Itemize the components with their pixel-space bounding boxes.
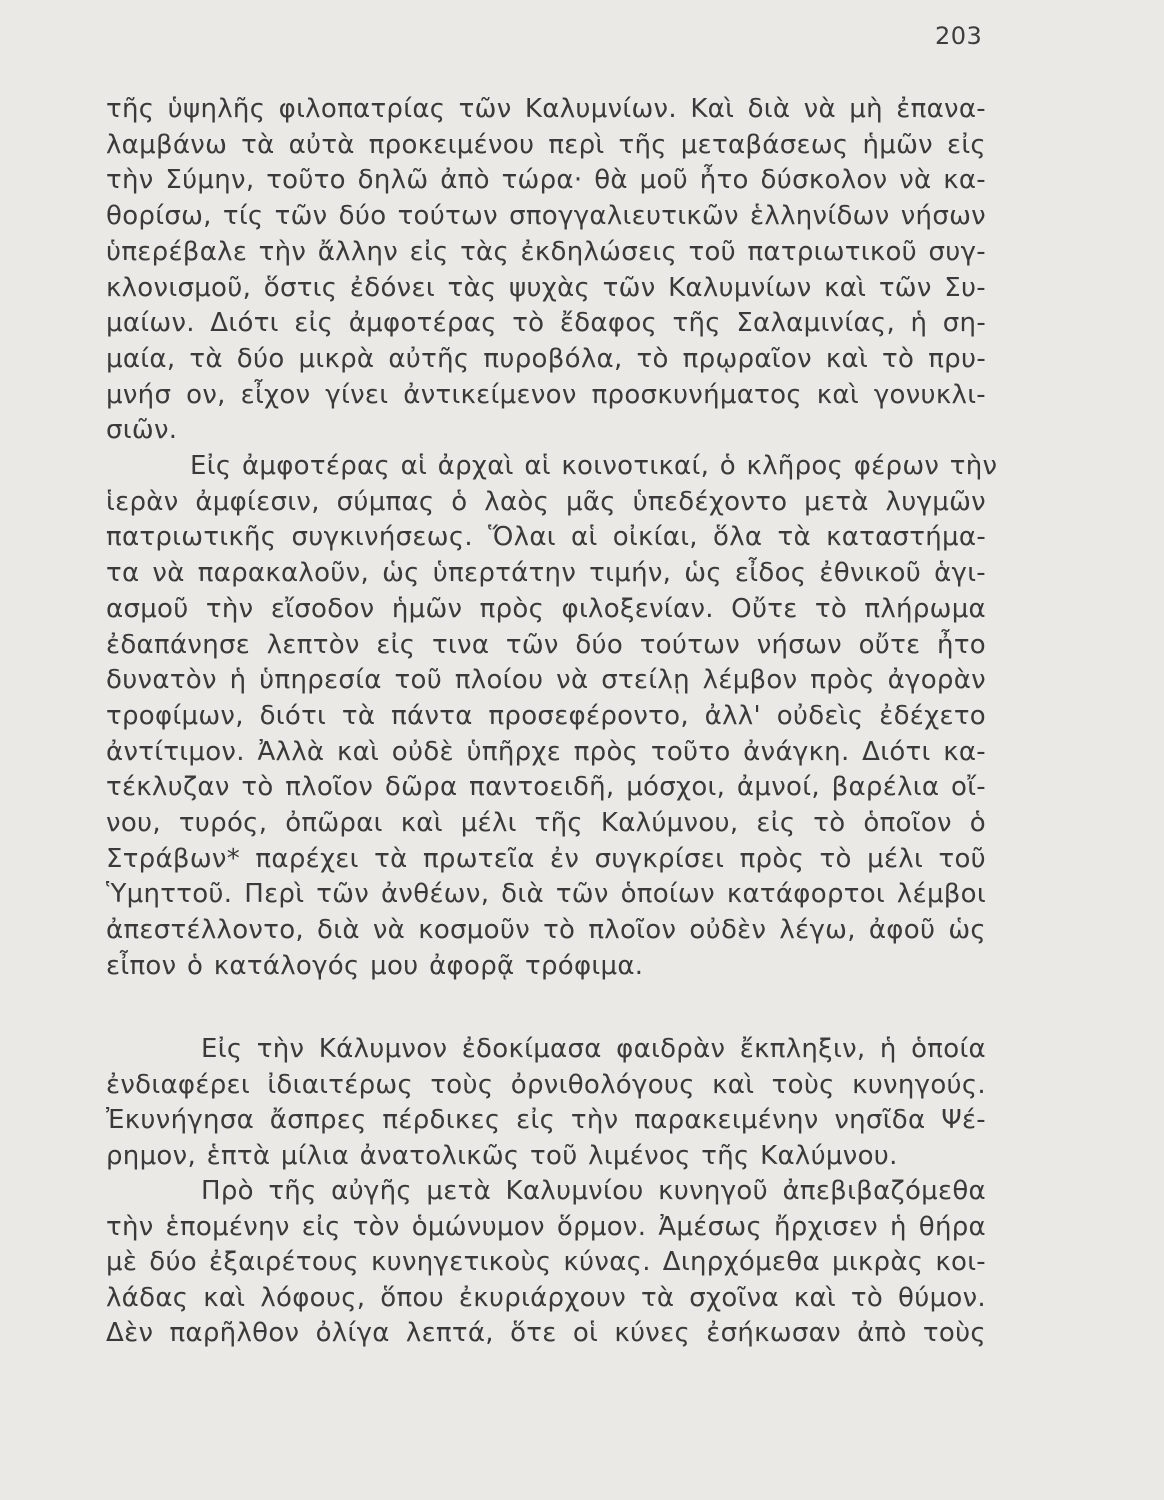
text-line: εἶπον ὁ κατάλογός μου ἀφορᾷ τρόφιμα. (106, 950, 644, 981)
text-line: ἀντίτιμον. Ἀλλὰ καὶ οὐδὲ ὑπῆρχε πρὸς τοῦτο ἀνάγκη. Διότι κα- (106, 736, 986, 767)
text-line: ὑπερέβαλε τὴν ἄλλην εἰς τὰς ἐκδηλώσεις τοῦ πατριωτικοῦ συγ- (106, 236, 986, 267)
text-line: πατριωτικῆς συγκινήσεως. Ὅλαι αἱ οἰκίαι, ὅλα τὰ καταστήμα- (106, 522, 986, 553)
text-line: τὴν ἑπομένην εἰς τὸν ὁμώνυμον ὅρμον. Ἀμέσως ἤρχισεν ἡ θήρα (106, 1211, 986, 1242)
text-line: μαίων. Διότι εἰς ἀμφοτέρας τὸ ἔδαφος τῆς Σαλαμινίας, ἡ ση- (106, 308, 986, 339)
text-line: τὴν Σύμην, τοῦτο δηλῶ ἀπὸ τώρα· θὰ μοῦ ἦτο δύσκολον νὰ κα- (106, 165, 986, 196)
text-line: θορίσω, τίς τῶν δύο τούτων σπογγαλιευτικῶν ἑλληνίδων νήσων (106, 201, 986, 232)
text-line: Πρὸ τῆς αὐγῆς μετὰ Καλυμνίου κυνηγοῦ ἀπεβιβαζόμεθα (201, 1176, 986, 1206)
text-line: ἱερὰν ἀμφίεσιν, σύμπας ὁ λαὸς μᾶς ὑπεδέχοντο μετὰ λυγμῶν (106, 486, 986, 517)
text-line: Δὲν παρῆλθον ὀλίγα λεπτά, ὅτε οἱ κύνες ἐσήκωσαν ἀπὸ τοὺς (106, 1318, 986, 1348)
text-line: ασμοῦ τὴν εἴσοδον ἡμῶν πρὸς φιλοξενίαν. Οὔτε τὸ πλήρωμα (106, 593, 986, 624)
text-line: ρημον, ἑπτὰ μίλια ἀνατολικῶς τοῦ λιμένος τῆς Καλύμνου. (106, 1140, 898, 1171)
text-line: τῆς ὑψηλῆς φιλοπατρίας τῶν Καλυμνίων. Καὶ διὰ νὰ μὴ ἐπανα- (106, 94, 986, 124)
text-line: τροφίμων, διότι τὰ πάντα προσεφέροντο, ἀλλ' οὐδεὶς ἐδέχετο (106, 700, 986, 731)
text-line: νου, τυρός, ὀπῶραι καὶ μέλι τῆς Καλύμνου, εἰς τὸ ὁποῖον ὁ (106, 808, 986, 839)
text-line: Εἰς ἀμφοτέρας αἱ ἀρχαὶ αἱ κοινοτικαί, ὁ κλῆρος φέρων τὴν (190, 451, 998, 482)
text-line: σιῶν. (106, 415, 178, 446)
text-line: Στράβων* παρέχει τὰ πρωτεῖα ἐν συγκρίσει πρὸς τὸ μέλι τοῦ (106, 843, 986, 874)
text-line: τέκλυζαν τὸ πλοῖον δῶρα παντοειδῆ, μόσχοι, ἀμνοί, βαρέλια οἴ- (106, 772, 986, 803)
text-block-hunting (106, 1032, 986, 1352)
text-line: ἀπεστέλλοντο, διὰ νὰ κοσμοῦν τὸ πλοῖον οὐδὲν λέγω, ἀφοῦ ὡς (106, 915, 986, 946)
text-line: Ὑμηττοῦ. Περὶ τῶν ἀνθέων, διὰ τῶν ὁποίων κατάφορτοι λέμβοι (106, 879, 986, 910)
text-line: δυνατὸν ἡ ὑπηρεσία τοῦ πλοίου νὰ στείλῃ λέμβον πρὸς ἀγορὰν (106, 665, 986, 696)
text-line: λαμβάνω τὰ αὐτὰ προκειμένου περὶ τῆς μεταβάσεως ἡμῶν εἰς (106, 129, 986, 160)
text-line: μνήσ ον, εἶχον γίνει ἀντικείμενον προσκυνήματος καὶ γονυκλι- (106, 379, 986, 410)
text-line: λάδας καὶ λόφους, ὅπου ἐκυριάρχουν τὰ σχοῖνα καὶ τὸ θύμον. (106, 1282, 986, 1313)
text-block-main (106, 92, 998, 985)
text-line: κλονισμοῦ, ὅστις ἐδόνει τὰς ψυχὰς τῶν Καλυμνίων καὶ τῶν Συ- (106, 272, 986, 303)
text-line: μαία, τὰ δύο μικρὰ αὐτῆς πυροβόλα, τὸ πρῳραῖον καὶ τὸ πρυ- (106, 343, 986, 374)
text-line: Εἰς τὴν Κάλυμνον ἐδοκίμασα φαιδρὰν ἔκπληξιν, ἡ ὁποία (201, 1034, 986, 1064)
text-line: Ἐκυνήγησα ἄσπρες πέρδικες εἰς τὴν παρακειμένην νησῖδα Ψέ- (106, 1105, 986, 1135)
text-line: ἐδαπάνησε λεπτὸν εἰς τινα τῶν δύο τούτων νήσων οὔτε ἦτο (106, 629, 986, 660)
text-line: μὲ δύο ἐξαιρέτους κυνηγετικοὺς κύνας. Διηρχόμεθα μικρὰς κοι- (106, 1247, 986, 1277)
text-line: ἐνδιαφέρει ἰδιαιτέρως τοὺς ὀρνιθολόγους καὶ τοὺς κυνηγούς. (106, 1069, 986, 1100)
page-number: 203 (935, 22, 983, 50)
text-line: τα νὰ παρακαλοῦν, ὡς ὑπερτάτην τιμήν, ὡς εἶδος ἐθνικοῦ ἁγι- (106, 558, 986, 589)
